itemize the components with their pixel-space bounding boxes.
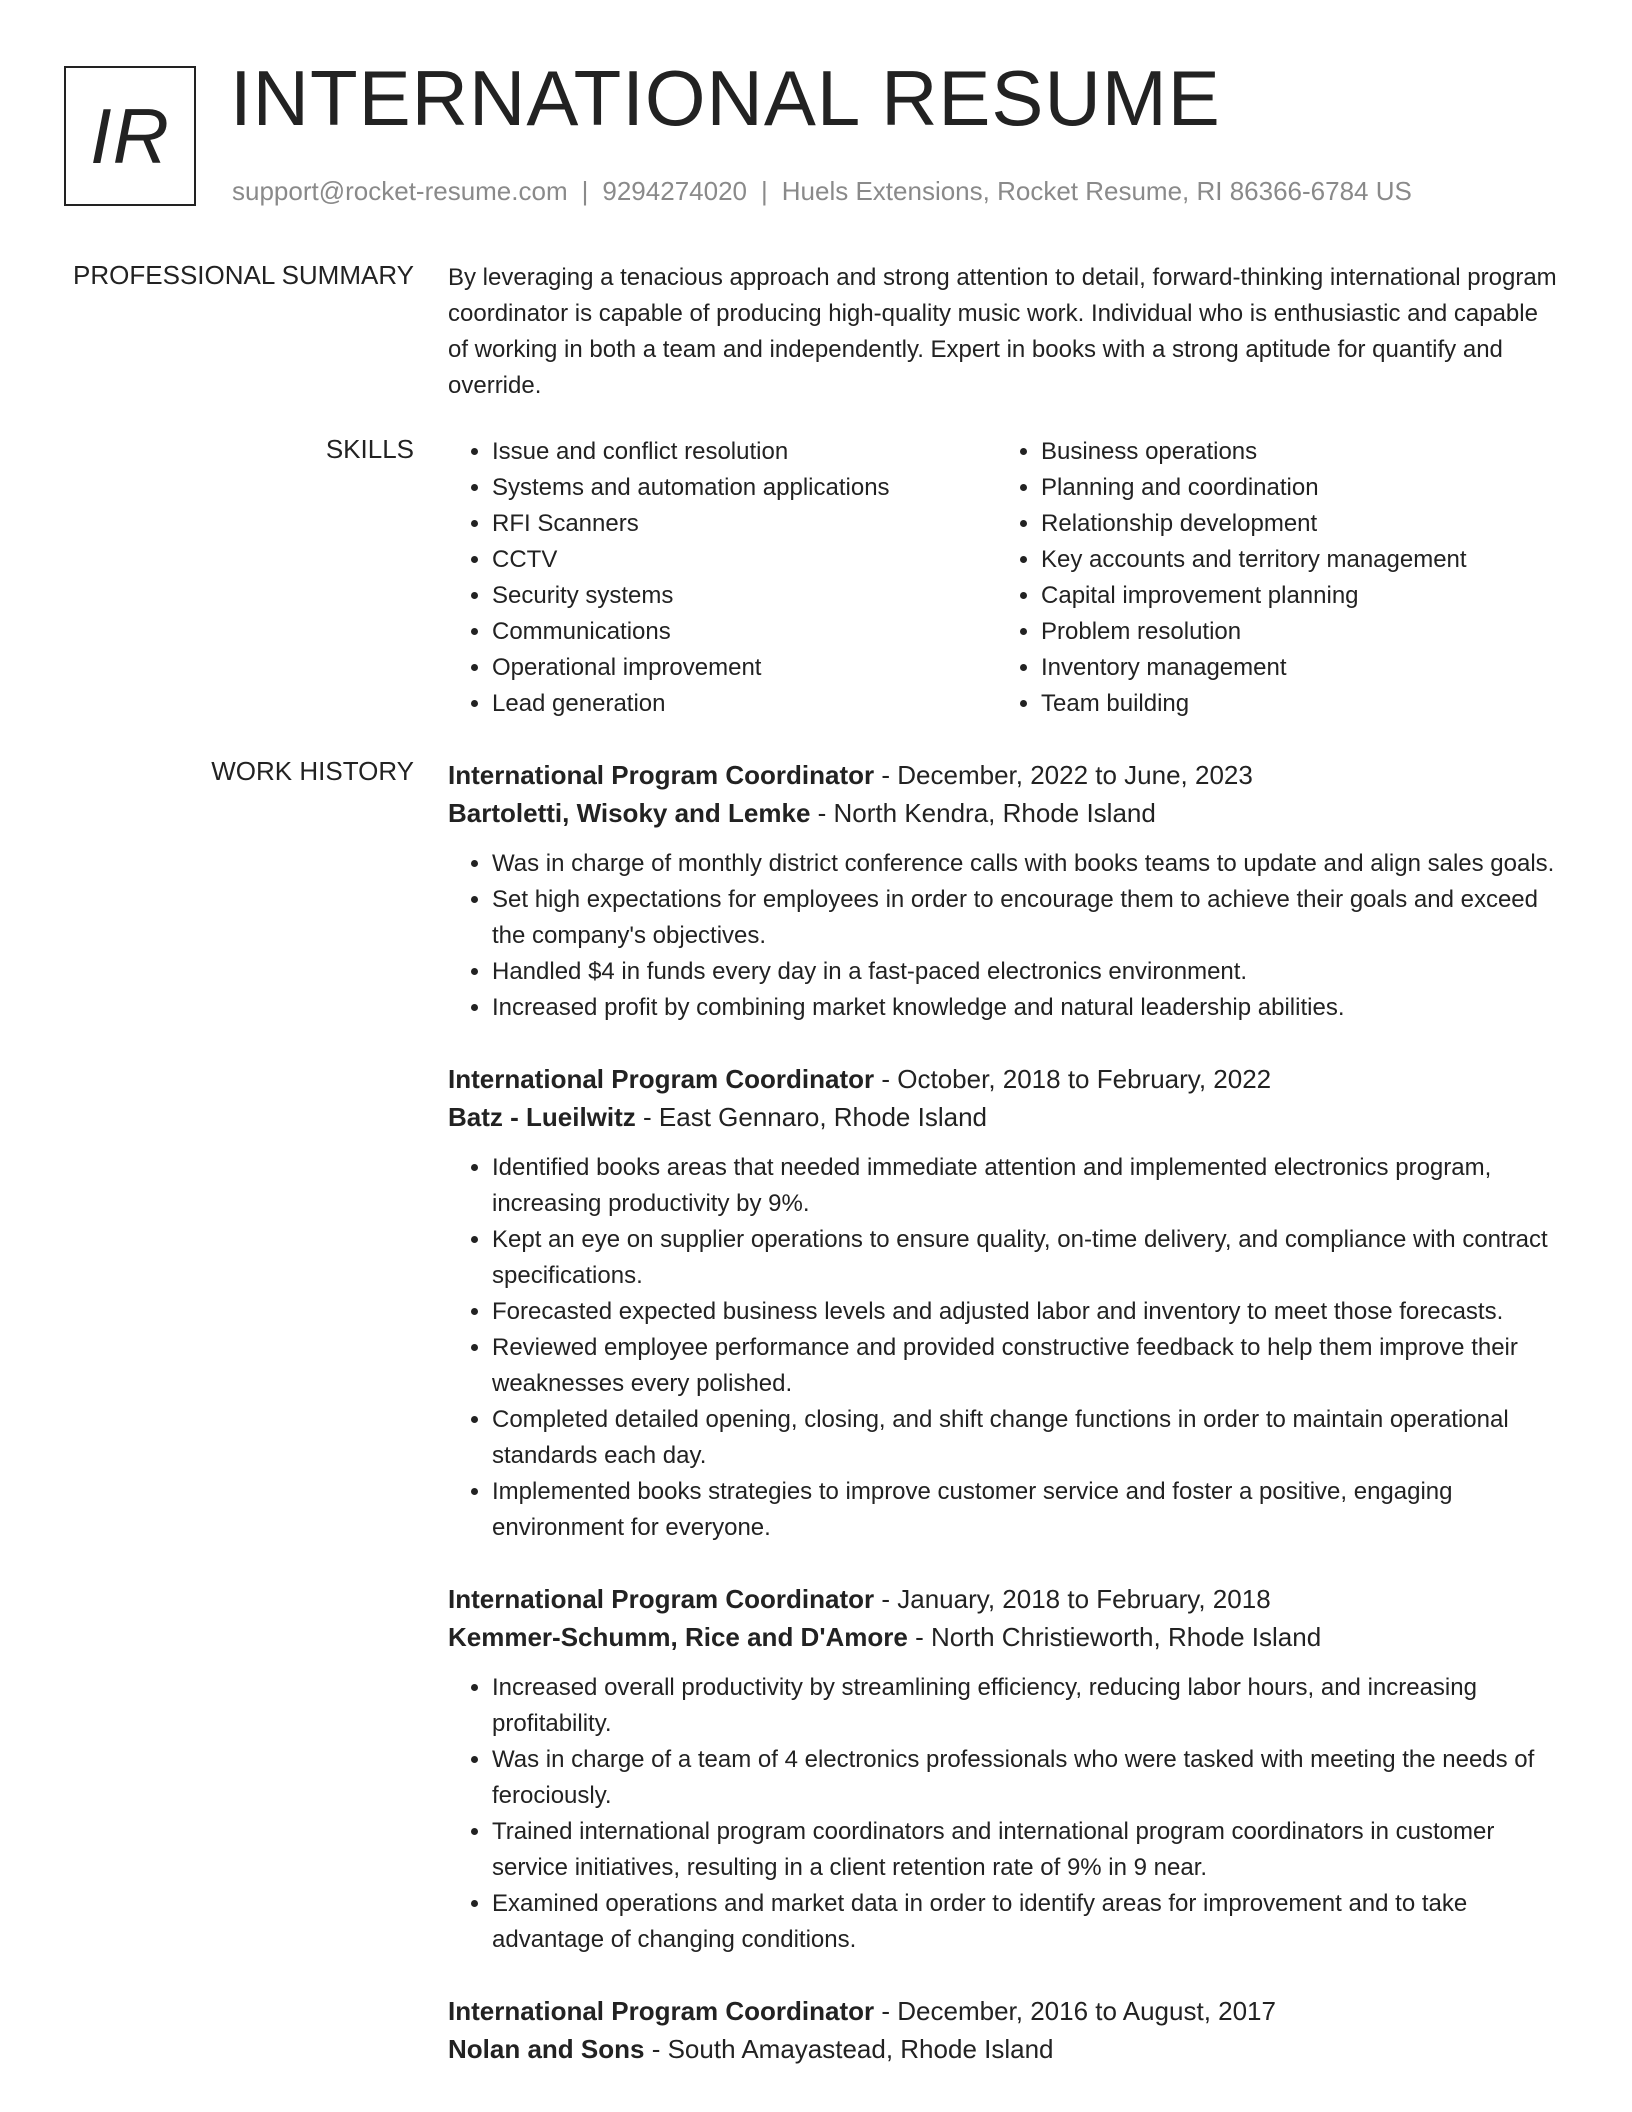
job-bullet: • Was in charge of a team of 4 electronics professionals who were tasked with meeting the needs of ferociously. [492,1742,1560,1814]
skills-list-left [448,434,997,722]
job-dates: January, 2018 to February, 2018 [897,1584,1271,1614]
skill-item: • Systems and automation applications [492,470,997,506]
job-bullet: • Trained international program coordinators and international program coordinators in customer service initiatives, resulting in a client retention rate of 9% in 9 near. [492,1814,1560,1886]
job-bullet: • Handled $4 in funds every day in a fast-paced electronics environment. [492,954,1560,990]
skill-item: • Issue and conflict resolution [492,434,997,470]
dash: - [907,1622,931,1652]
job-title: International Program Coordinator [448,1584,875,1614]
skill-item: • Security systems [492,578,997,614]
skill-item: • Team building [1041,686,1560,722]
job-company-line [448,794,1560,832]
job-bullet: • Completed detailed opening, closing, and shift change functions in order to maintain operational standards each day. [492,1402,1560,1474]
job-dates: October, 2018 to February, 2022 [897,1064,1272,1094]
contact-address: Huels Extensions, Rocket Resume, RI 86366-6784 US [781,176,1412,206]
contact-line [232,176,1412,207]
resume-name: INTERNATIONAL RESUME [230,54,1221,142]
job-bullet: • Was in charge of monthly district conference calls with books teams to update and align sales goals. [492,846,1560,882]
job-bullet: • Identified books areas that needed immediate attention and implemented electronics program, increasing productivity by 9%. [492,1150,1560,1222]
dash: - [874,1584,898,1614]
job-location: East Gennaro, Rhode Island [658,1102,987,1132]
dash: - [874,760,898,790]
dash: - [644,2034,668,2064]
job-title: International Program Coordinator [448,1064,875,1094]
skill-item: • Operational improvement [492,650,997,686]
job-bullets [448,1150,1560,1546]
skill-item: • Business operations [1041,434,1560,470]
skills-heading: SKILLS [325,434,414,464]
job-dates: December, 2016 to August, 2017 [897,1996,1276,2026]
job-entry [448,756,1560,1026]
job-bullet: • Increased profit by combining market knowledge and natural leadership abilities. [492,990,1560,1026]
job-dates: December, 2022 to June, 2023 [897,760,1253,790]
summary-text: By leveraging a tenacious approach and strong attention to detail, forward-thinking international program coordinator is capable of producing high-quality music work. Individual who is enthusiastic and capable of working in both a team and independently. Expert in books with a strong aptitude for quantify and override. [448,264,1557,399]
job-company: Bartoletti, Wisoky and Lemke [448,798,811,828]
summary-body [448,260,1560,404]
job-bullet: • Set high expectations for employees in order to encourage them to achieve their goals and exceed the company's objectives. [492,882,1560,954]
job-company: Kemmer-Schumm, Rice and D'Amore [448,1622,908,1652]
skill-item: • Inventory management [1041,650,1560,686]
job-company: Nolan and Sons [448,2034,645,2064]
job-bullet: • Reviewed employee performance and provided constructive feedback to help them improve their weaknesses every polished. [492,1330,1560,1402]
job-location: North Kendra, Rhode Island [833,798,1156,828]
dash: - [635,1102,659,1132]
skill-item: • Communications [492,614,997,650]
job-entry [448,1992,1560,2068]
job-bullet: • Kept an eye on supplier operations to ensure quality, on-time delivery, and compliance with contract specifications. [492,1222,1560,1294]
contact-email[interactable]: support@rocket-resume.com [232,176,568,206]
skills-body [448,434,1560,722]
work-history-heading: WORK HISTORY [211,756,414,786]
job-location: North Christieworth, Rhode Island [930,1622,1322,1652]
skill-item: • Capital improvement planning [1041,578,1560,614]
job-company-line [448,2030,1560,2068]
monogram-logo: IR [64,66,196,206]
job-company-line [448,1098,1560,1136]
job-location: South Amayastead, Rhode Island [667,2034,1054,2064]
skill-item: • Key accounts and territory management [1041,542,1560,578]
skill-item: • CCTV [492,542,997,578]
skill-item: • Relationship development [1041,506,1560,542]
skills-columns [448,434,1560,722]
skill-item: • Planning and coordination [1041,470,1560,506]
job-entry [448,1580,1560,1958]
contact-separator: | [761,176,768,206]
dash: - [810,798,834,828]
contact-separator: | [581,176,589,206]
job-bullet: • Increased overall productivity by streamlining efficiency, reducing labor hours, and increasing profitability. [492,1670,1560,1742]
job-title: International Program Coordinator [448,760,875,790]
summary-heading: PROFESSIONAL SUMMARY [73,260,414,290]
job-title-line [448,756,1560,794]
job-bullet: • Forecasted expected business levels and adjusted labor and inventory to meet those forecasts. [492,1294,1560,1330]
dash: - [874,1064,898,1094]
skills-list-right [997,434,1560,722]
job-title: International Program Coordinator [448,1996,875,2026]
skill-item: • Lead generation [492,686,997,722]
skill-item: • Problem resolution [1041,614,1560,650]
job-title-line [448,1060,1560,1098]
job-bullets [448,846,1560,1026]
job-company-line [448,1618,1560,1656]
job-bullet: • Examined operations and market data in order to identify areas for improvement and to take advantage of changing conditions. [492,1886,1560,1958]
job-bullets [448,1670,1560,1958]
job-bullet: • Implemented books strategies to improve customer service and foster a positive, engaging environment for everyone. [492,1474,1560,1546]
work-history-body [448,756,1560,2102]
job-title-line [448,1992,1560,2030]
contact-phone[interactable]: 9294274020 [602,176,747,206]
job-company: Batz - Lueilwitz [448,1102,636,1132]
dash: - [874,1996,898,2026]
job-entry [448,1060,1560,1546]
skill-item: • RFI Scanners [492,506,997,542]
job-title-line [448,1580,1560,1618]
